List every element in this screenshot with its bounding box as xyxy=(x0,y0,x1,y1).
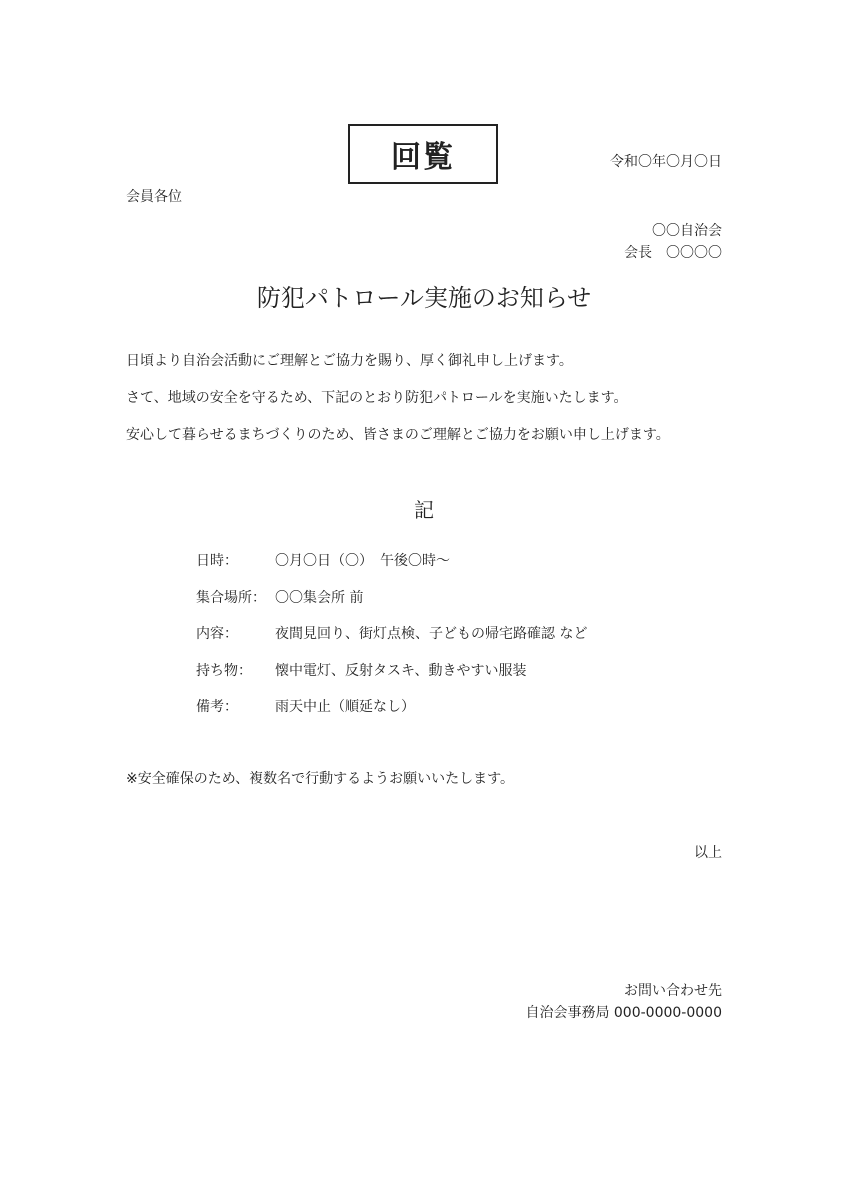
sender-person: 会長 〇〇〇〇 xyxy=(624,245,722,261)
body-paragraph-1: 日頃より自治会活動にご理解とご協力を賜り、厚く御礼申し上げます。 xyxy=(126,353,573,369)
issue-date: 令和〇年〇月〇日 xyxy=(610,154,722,170)
circular-stamp: 回覧 xyxy=(348,124,498,184)
recipient: 会員各位 xyxy=(126,189,182,205)
body-paragraph-2: さて、地域の安全を守るため、下記のとおり防犯パトロールを実施いたします。 xyxy=(126,390,628,406)
detail-label-meeting-place: 集合場所： xyxy=(196,590,266,606)
contact-line: 自治会事務局 000-0000-0000 xyxy=(525,1005,722,1021)
detail-label-remarks: 備考： xyxy=(196,699,238,715)
ki-heading: 記 xyxy=(414,498,434,522)
detail-value-datetime: 〇月〇日（〇） 午後〇時～ xyxy=(275,553,450,569)
document-title: 防犯パトロール実施のお知らせ xyxy=(256,284,592,312)
contact-label: お問い合わせ先 xyxy=(624,983,722,999)
closing-word: 以上 xyxy=(694,845,722,861)
sender-org: 〇〇自治会 xyxy=(652,223,722,239)
detail-value-content: 夜間見回り、街灯点検、子どもの帰宅路確認 など xyxy=(275,626,588,642)
detail-value-belongings: 懐中電灯、反射タスキ、動きやすい服装 xyxy=(275,663,527,679)
detail-value-remarks: 雨天中止（順延なし） xyxy=(275,699,415,715)
detail-label-belongings: 持ち物： xyxy=(196,663,252,679)
detail-label-datetime: 日時： xyxy=(196,553,238,569)
detail-value-meeting-place: 〇〇集会所 前 xyxy=(275,590,364,606)
detail-label-content: 内容： xyxy=(196,626,238,642)
body-paragraph-3: 安心して暮らせるまちづくりのため、皆さまのご理解とご協力をお願い申し上げます。 xyxy=(126,427,670,443)
safety-note: ※安全確保のため、複数名で行動するようお願いいたします。 xyxy=(126,771,515,787)
